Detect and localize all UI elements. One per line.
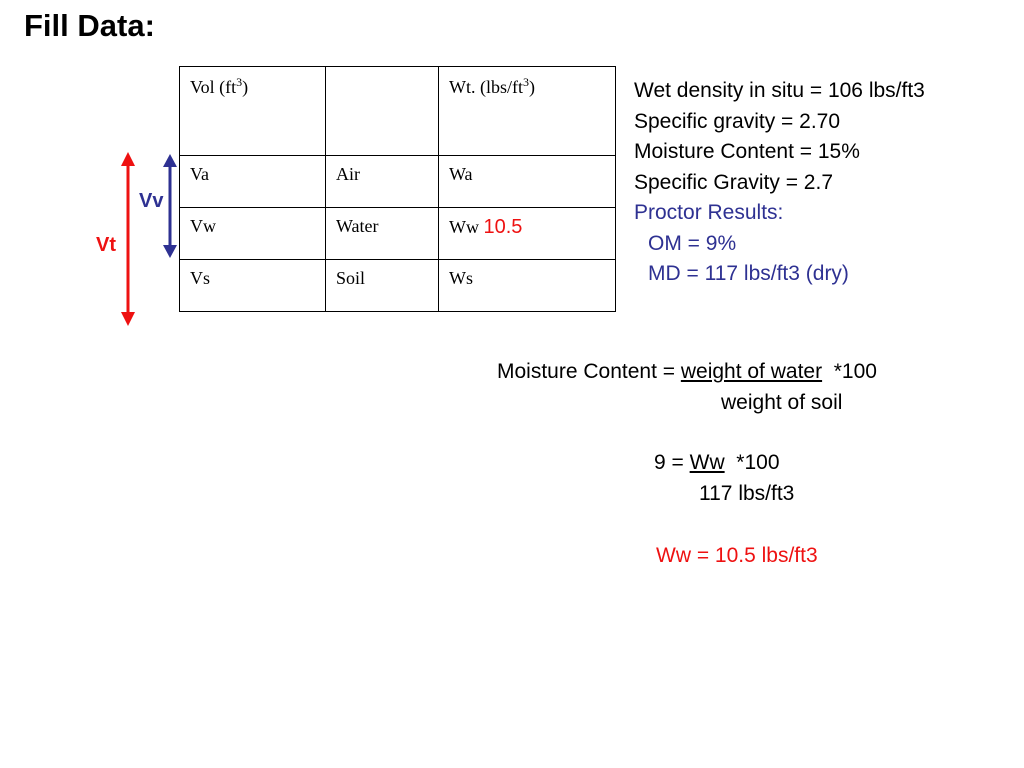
vt-arrow <box>121 152 135 326</box>
header-weight <box>439 67 616 156</box>
proctor-md: MD = 117 lbs/ft3 (dry) <box>648 262 849 285</box>
volume-arrows <box>0 0 200 340</box>
eq2-factor: *100 <box>724 451 780 474</box>
cell-vw: Vw <box>180 208 326 260</box>
moisture-content: Moisture Content = 15% <box>634 140 860 163</box>
header-weight-text: Wt. (lbs/ft <box>449 77 523 97</box>
mc-prefix: Moisture Content = <box>497 360 681 383</box>
cell-wa <box>439 156 616 208</box>
cell-va: Va <box>180 156 326 208</box>
header-volume-close: ) <box>242 77 249 97</box>
header-weight-close: ) <box>529 77 535 97</box>
table-header-row <box>180 67 616 156</box>
specific-gravity-2: Specific Gravity = 2.7 <box>634 170 833 194</box>
ww-equation <box>654 448 780 478</box>
wet-density: Wet density in situ = 106 lbs/ft3 <box>634 79 925 102</box>
cell-air: Air <box>326 156 439 208</box>
cell-vs: Vs <box>180 260 326 312</box>
given-data <box>634 76 925 290</box>
eq2-prefix: 9 = <box>654 451 690 474</box>
mc-denominator: weight of soil <box>721 391 843 414</box>
cell-ww-text: Ww <box>449 217 479 237</box>
vv-label: Vv <box>139 190 164 212</box>
mc-numerator: weight of water <box>680 360 823 383</box>
header-blank <box>326 67 439 156</box>
cell-ws-text: Ws <box>449 268 473 288</box>
header-volume-exponent: 3 <box>236 75 243 89</box>
eq2-numerator: Ww <box>689 451 725 474</box>
cell-ws <box>439 260 616 312</box>
specific-gravity-1: Specific gravity = 2.70 <box>634 109 841 133</box>
cell-ww-value: 10.5 <box>483 216 523 238</box>
eq2-denominator: 117 lbs/ft3 <box>699 482 795 505</box>
ww-result: Ww = 10.5 lbs/ft3 <box>656 544 818 567</box>
header-volume <box>180 67 326 156</box>
table-row-water <box>180 208 616 260</box>
table-row-air <box>180 156 616 208</box>
cell-water: Water <box>326 208 439 260</box>
table-row-soil <box>180 260 616 312</box>
phase-table <box>179 66 616 312</box>
header-weight-exponent: 3 <box>523 75 529 89</box>
vt-label: Vt <box>96 234 116 256</box>
page-title: Fill Data: <box>24 8 155 43</box>
cell-ww <box>439 208 616 260</box>
cell-soil: Soil <box>326 260 439 312</box>
cell-wa-text: Wa <box>449 164 473 184</box>
moisture-equation <box>497 357 877 387</box>
header-volume-text: Vol (ft <box>190 77 237 97</box>
proctor-title: Proctor Results: <box>634 201 784 224</box>
vv-arrow <box>163 154 177 258</box>
proctor-om: OM = 9% <box>648 231 737 255</box>
mc-factor: *100 <box>822 360 877 383</box>
